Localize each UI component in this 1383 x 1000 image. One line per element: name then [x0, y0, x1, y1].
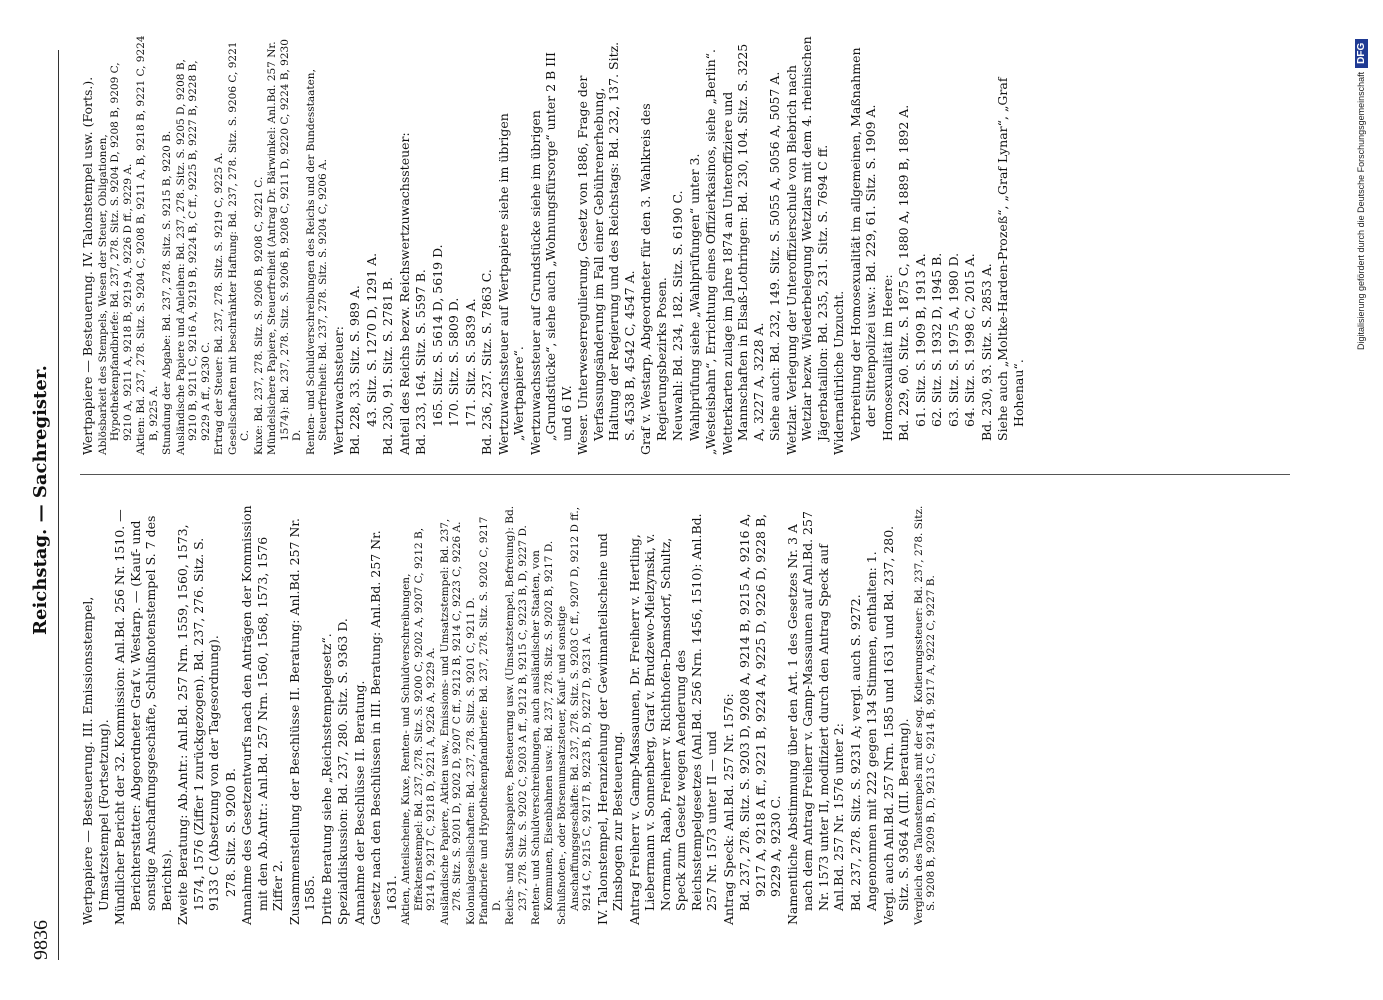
index-entry: Weser. Unterweserregulierung, Gesetz von 1886, Frage der Verfassungsänderung im Fall einer Gebührenerhebung, Haltung der Regierung und des Reichstags: Bd. 232, 137. Sitz. S. 4538 B, 4542 C, 4547 A.	[575, 41, 637, 455]
index-entry: Siehe auch „Moltke-Harden-Prozeß“, „Graf Lynar“, „Graf Hohenau“.	[995, 77, 1026, 441]
header-rule	[58, 50, 59, 960]
index-entry: Dritte Beratung siehe „Reichsstempelgesetz“.	[318, 633, 334, 925]
right-column	[80, 35, 1027, 455]
dfg-logo: DFG	[1355, 39, 1368, 68]
index-entry: Bd. 228, 33. Sitz. S. 989 A.	[347, 285, 362, 455]
index-entry: Zweite Beratung: Ab.Antr.: Anl.Bd. 257 Nrn. 1559, 1560, 1573, 1574, 1576 (Ziffer 1 zurückgezogen). Bd. 237, 276. Sitz. S. 9133 C (Absetzung von der Tagesordnung).	[175, 524, 221, 925]
index-entry: Kolonialgesellschaften: Bd. 237, 278. Sitz. S. 9201 C, 9211 D.	[464, 597, 477, 925]
index-entry: Wertzuwachssteuer auf Grundstücke siehe im übrigen „Grundstücke“, siehe auch „Wohnungsfürsorge“ unter 2 B III und 6 IV.	[527, 52, 574, 455]
index-entry: 63. Sitz. S. 1975 A, 1980 D.	[945, 252, 961, 427]
index-entry: Graf v. Westarp, Abgeordneter für den 3. Wahlkreis des Regierungsbezirks Posen.	[638, 103, 669, 455]
index-entry: Annahme des Gesetzentwurfs nach den Anträgen der Kommission mit den Ab.Antr.: Anl.Bd. 257 Nrn. 1560, 1568, 1573, 1576 Ziffer 2.	[239, 505, 285, 925]
index-entry: Widernatürliche Unzucht.	[831, 290, 846, 455]
index-entry: Antrag Speck: Anl.Bd. 257 Nr. 1576:	[720, 693, 736, 925]
index-entry: Ertrag der Steuer: Bd. 237, 278. Sitz. S. 9219 C, 9225 A.	[213, 152, 225, 455]
index-entry: Bd. 237, 278. Sitz. S. 9203 D, 9208 A, 9214 B, 9215 A, 9216 A, 9217 A, 9218 A ff., 9221 B, 9224 A, 9225 D, 9226 D, 9228 B, 9229 A, 9230 C.	[737, 513, 783, 911]
page-header	[30, 40, 60, 960]
index-entry: 43. Sitz. S. 1270 D, 1291 A.	[363, 252, 379, 427]
index-entry: Spezialdiskussion: Bd. 237, 280. Sitz. S. 9363 D.	[335, 618, 350, 925]
index-entry: Verbreitung der Homosexualität im allgemeinen, Maßnahmen der Sittenpolizei usw.: Bd. 229, 61. Sitz. S. 1909 A.	[847, 47, 878, 441]
index-entry: 278. Sitz. S. 9200 B.	[222, 768, 238, 897]
column-divider	[80, 474, 1290, 475]
index-entry: Bd. 230, 93. Sitz. S. 2853 A.	[978, 263, 994, 441]
digitization-footer	[1352, 20, 1370, 350]
index-entry: Wertzuwachssteuer auf Wertpapiere siehe im übrigen „Wertpapiere“.	[495, 113, 526, 455]
index-entry: Vergl. auch Anl.Bd. 257 Nrn. 1585 und 1631 und Bd. 237, 280. Sitz. S. 9364 A (III. Beratung).	[880, 525, 911, 925]
digitization-note: Digitalisierung gefördert durch die Deutsche Forschungsgemeinschaft	[1356, 71, 1366, 350]
index-entry: Bd. 230, 91. Sitz. S. 2781 B.	[380, 277, 395, 455]
index-entry: Bd. 229, 60. Sitz. S. 1875 C, 1880 A, 1889 B, 1892 A.	[896, 104, 911, 441]
left-column	[80, 505, 939, 925]
index-entry: Bd. 236, 237. Sitz. S. 7863 C.	[479, 269, 494, 455]
index-entry: Neuwahl: Bd. 234, 182. Sitz. S. 6190 C.	[670, 190, 685, 441]
index-entry: Kuxe: Bd. 237, 278. Sitz. S. 9206 B, 9208 C, 9221 C.	[252, 176, 265, 455]
index-entry: Renten- und Schuldverschreibungen des Reichs und der Bundesstaaten, Steuerfreiheit: Bd. 237, 278. Sitz. S. 9204 C, 9206 A.	[304, 69, 329, 455]
index-entry: 171. Sitz. S. 5839 A.	[462, 298, 478, 427]
index-entry: Aktien, Anteilscheine, Kuxe, Renten- und Schuldverschreibungen, Effektenstempel: Bd. 237, 278. Sitz. S. 9200 C, 9202 A, 9207 C, 9212 B, 9214 D, 9217 C, 9218 D, 9221 A, 9226 A, 9229 A.	[400, 527, 437, 925]
index-entry: Mündlicher Bericht der 32. Kommission: Anl.Bd. 256 Nr. 1510. — Berichterstatter: Abgeordneter Graf v. Westarp. — (Kauf- und sonstige Anschaffungsgeschäfte, Schlußnotenstempel S. 7 des Berichts).	[112, 509, 174, 925]
page-title: Reichstag. — Sachregister.	[30, 365, 51, 635]
index-entry: Ausländische Papiere und Anleihen: Bd. 237, 278. Sitz. S. 9205 D, 9208 B, 9210 B, 9211 C, 9216 A, 9219 B, 9224 B, C ff., 9225 B, 9227 B, 9228 B, 9229 A ff., 9230 C.	[174, 59, 212, 455]
index-entry: IV. Talonstempel, Heranziehung der Gewinnanteilscheine und Zinsbogen zur Besteuerung.	[594, 533, 625, 925]
index-entry: Bd. 237, 278. Sitz. S. 9231 A; vergl. auch S. 9272.	[847, 594, 863, 911]
index-entry: Ausländische Papiere, Aktien usw., Emissions- und Umsatzstempel: Bd. 237, 278. Sitz. S. 9201 D, 9202 D, 9207 C ff., 9212 B, 9214 C, 9223 C, 9226 A.	[438, 518, 463, 925]
index-entry: Siehe auch: Bd. 232, 149. Sitz. S. 5055 A, 5056 A, 5057 A.	[767, 71, 782, 441]
index-entry: Reichs- und Staatspapiere, Besteuerung usw. (Umsatzstempel, Befreiung): Bd. 237, 278. Sitz. S. 9202 C, 9203 A ff., 9212 B, 9215 C, 9223 B, D, 9227 D.	[504, 505, 529, 925]
index-entry: Wertpapiere — Besteuerung. IV. Talonstempel usw. (Forts.).	[80, 76, 95, 455]
index-entry: Namentliche Abstimmung über den Art. 1 des Gesetzes Nr. 3 A nach dem Antrag Freiherr v. Gamp-Massaunen auf Anl.Bd. 257 Nr. 1573 unter II, modifiziert durch den Antrag Speck auf Anl.Bd. 257 Nr. 1576 unter 2:	[784, 511, 846, 925]
index-entry: Wertpapiere — Besteuerung. III. Emissionsstempel, Umsatzstempel (Fortsetzung).	[80, 596, 111, 925]
index-entry: „Westeisbahn“, Errichtung eines Offizierkasinos, siehe „Berlin“.	[703, 49, 718, 455]
index-entry: Pfandbriefe und Hypothekenpfandbriefe: Bd. 237, 278. Sitz. S. 9202 C, 9217 D.	[478, 516, 503, 925]
index-entry: Ablösbarkeit des Stempels, Wesen der Steuer, Obligationen, Hypothekenpfandbriefe: Bd. 237, 278. Sitz. S. 9204 D, 9208 B, 9209 C, 9210 A, 9211 A, 9218 B, 9219 A, 9226 D ff., 9229 A.	[96, 62, 134, 455]
index-entry: 61. Sitz. S. 1909 B, 1913 A.	[912, 253, 928, 427]
index-entry: Mündelsichere Papiere, Steuerfreiheit (Antrag Dr. Bärwinkel: Anl.Bd. 257 Nr. 1574): Bd. 237, 278. Sitz. S. 9206 B, 9208 C, 9211 D, 9220 C, 9224 B, 9230 D.	[266, 39, 303, 455]
index-entry: 64. Sitz. S. 1998 C, 2015 A.	[962, 253, 977, 427]
index-entry: Gesellschaften mit beschränkter Haftung: Bd. 237, 278. Sitz. S. 9206 C, 9221 C.	[226, 41, 251, 455]
index-entry: Homosexualität im Heere:	[879, 274, 895, 441]
index-entry: Stundung der Abgabe: Bd. 237, 278. Sitz. S. 9215 B, 9220 B.	[161, 130, 173, 455]
index-entry: Gesetz nach den Beschlüssen in III. Beratung: Anl.Bd. 257 Nr. 1631.	[368, 530, 399, 925]
index-entry: Renten- und Schuldverschreibungen, auch ausländischer Staaten, von Kommunen, Eisenbahnen usw.: Bd. 237, 278. Sitz. S. 9202 B, 9217 D.	[530, 540, 555, 925]
index-entry: Anteil des Reichs bezw. Reichswertzuwachssteuer:	[396, 132, 412, 455]
page-number: 9836	[30, 920, 52, 960]
index-entry: Wetterkarten zulage im Jahre 1874 an Unteroffiziere und Mannschaften in Elsaß-Lothringen: Bd. 230, 104. Sitz. S. 3225 A, 3227 A, 3228 A.	[719, 43, 766, 455]
index-entry: Annahme der Beschlüsse II. Beratung.	[351, 680, 367, 925]
index-entry: Wetzlar. Verlegung der Unteroffizierschule von Biebrich nach Wetzlar bezw. Wiederbelegung Wetzlars mit dem 4. rheinischen Jägerbataillon: Bd. 235, 231. Sitz. S. 7694 C ff.	[783, 36, 830, 455]
index-entry: Aktien: Bd. 237, 278. Sitz. S. 9204 C, 9208 B, 9211 A, B, 9218 B, 9221 C, 9224 B, 9225 A.	[135, 35, 160, 455]
index-entry: Angenommen mit 222 gegen 134 Stimmen, enthalten: 1.	[864, 551, 879, 911]
index-entry: Antrag Freiherr v. Gamp-Massaunen, Dr. Freiherr v. Hertling, Liebermann v. Sonnenberg, Graf v. Brudzewo-Mielzynski, v. Normann, Raab, Freiherr v. Richthofen-Damsdorf, Schultz, Speck zum Gesetz wegen Aenderung des Reichsstempelgesetzes (Anl.Bd. 256 Nrn. 1456, 1510): Anl.Bd. 257 Nr. 1573 unter II — und	[626, 513, 719, 925]
index-entry: Wertzuwachssteuer:	[330, 326, 346, 455]
index-entry: Bd. 233, 164. Sitz. S. 5597 B.	[413, 269, 428, 455]
index-entry: 62. Sitz. S. 1932 D, 1945 B.	[929, 252, 944, 427]
index-entry: Zusammenstellung der Beschlüsse II. Beratung: Anl.Bd. 257 Nr. 1585.	[286, 518, 317, 925]
index-entry: Vergleich des Talonstempels mit der sog. Kotierungssteuer: Bd. 237, 278. Sitz. S. 9208 B, 9209 B, D, 9213 C, 9214 B, 9217 A, 9222 C, 9227 B.	[912, 505, 937, 925]
index-entry: Schlußnoten-, oder Börsenumsatzsteuer, Kauf- und sonstige Anschaffungsgeschäfte: Bd. 237, 278. Sitz. S. 9203 C ff., 9207 D, 9212 D ff., 9214 C, 9215 C, 9217 B, 9223 B, D, 9227 D, 9231 A.	[556, 506, 593, 925]
index-entry: 165. Sitz. S. 5614 D, 5619 D.	[429, 244, 445, 427]
index-entry: Wahlprüfung siehe „Wahlprüfungen“ unter 3.	[686, 153, 702, 441]
index-entry: 170. Sitz. S. 5809 D.	[446, 297, 461, 427]
